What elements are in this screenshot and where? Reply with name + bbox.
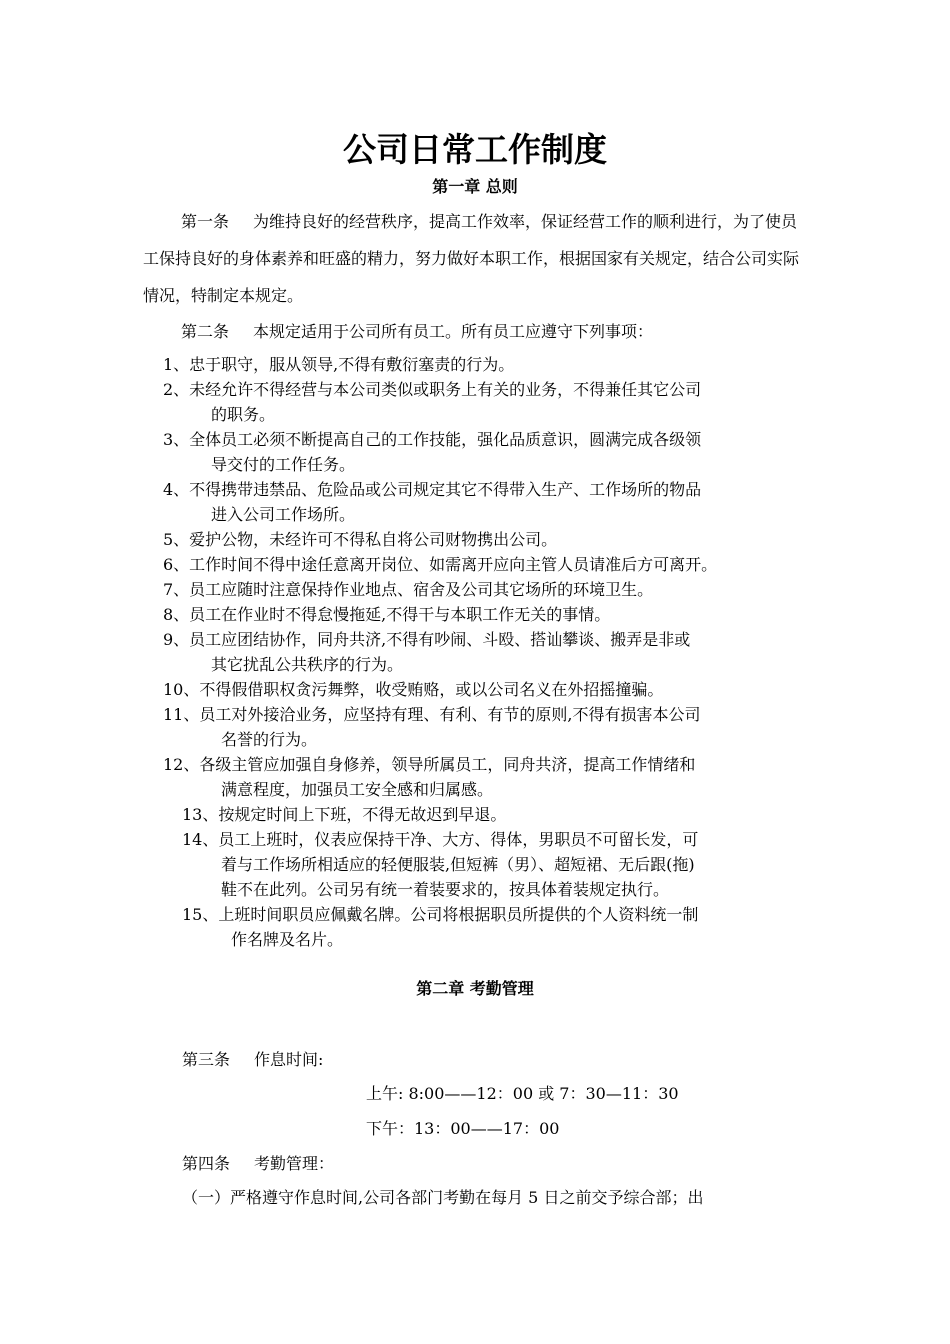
article-2 <box>143 313 805 350</box>
rule-item-text: 9、员工应团结协作，同舟共济,不得有吵闹、斗殴、搭讪攀谈、搬弄是非或 <box>163 630 691 649</box>
rule-item-continuation: 作名牌及名片。 <box>231 930 344 949</box>
rule-item-text: 2、未经允许不得经营与本公司类似或职务上有关的业务，不得兼任其它公司 <box>163 380 702 399</box>
rule-item <box>0 627 950 677</box>
rule-item <box>0 527 950 552</box>
rule-item-text: 12、各级主管应加强自身修养，领导所属员工，同舟共济，提高工作情绪和 <box>163 755 696 774</box>
rule-item-continuation: 名誉的行为。 <box>221 730 318 749</box>
rule-item <box>0 352 950 377</box>
article-4-clause-1: （一）严格遵守作息时间,公司各部门考勤在每月 5 日之前交予综合部；出 <box>182 1188 704 1207</box>
rule-item-continuation: 着与工作场所相适应的轻便服装,但短裤（男）、超短裙、无后跟(拖) <box>221 855 695 874</box>
rule-item <box>0 577 950 602</box>
rule-item <box>0 802 950 827</box>
rule-item <box>0 902 950 952</box>
rule-item <box>0 827 950 902</box>
article-3-text: 作息时间: <box>254 1050 324 1069</box>
article-4 <box>182 1152 334 1176</box>
article-3 <box>182 1048 323 1072</box>
rule-item-continuation: 的职务。 <box>211 405 276 424</box>
schedule-afternoon: 下午：13：00——17：00 <box>366 1119 560 1138</box>
article-1-text: 为维持良好的经营秩序，提高工作效率，保证经营工作的顺利进行，为了使员工保持良好的身体素养和旺盛的精力，努力做好本职工作，根据国家有关规定，结合公司实际情况，特制定本规定。 <box>143 212 800 305</box>
rule-item-continuation: 导交付的工作任务。 <box>211 455 356 474</box>
rule-item-text: 10、不得假借职权贪污舞弊，收受贿赂，或以公司名义在外招摇撞骗。 <box>163 680 664 699</box>
rule-item <box>0 477 950 527</box>
schedule-morning: 上午: 8:00——12：00 或 7：30—11：30 <box>366 1084 679 1103</box>
rule-item-continuation: 进入公司工作场所。 <box>211 505 356 524</box>
rule-item-text: 4、不得携带违禁品、危险品或公司规定其它不得带入生产、工作场所的物品 <box>163 480 702 499</box>
article-2-text: 本规定适用于公司所有员工。所有员工应遵守下列事项： <box>253 322 654 341</box>
rule-item-text: 7、员工应随时注意保持作业地点、宿舍及公司其它场所的环境卫生。 <box>163 580 654 599</box>
chapter-1-heading: 第一章 总则 <box>432 177 518 196</box>
rule-item <box>0 552 950 577</box>
rule-item-text: 14、员工上班时，仪表应保持干净、大方、得体，男职员不可留长发，可 <box>182 830 699 849</box>
article-1-label: 第一条 <box>181 212 230 231</box>
rule-item <box>0 602 950 627</box>
rules-list <box>0 352 950 952</box>
rule-item-continuation: 鞋不在此列。公司另有统一着装要求的，按具体着装规定执行。 <box>221 880 670 899</box>
rule-item-text: 3、全体员工必须不断提高自己的工作技能，强化品质意识，圆满完成各级领 <box>163 430 702 449</box>
chapter-2-heading: 第二章 考勤管理 <box>416 979 534 998</box>
document-title: 公司日常工作制度 <box>343 130 607 169</box>
rule-item <box>0 377 950 427</box>
article-4-text: 考勤管理： <box>254 1154 335 1173</box>
rule-item <box>0 677 950 702</box>
rule-item-text: 11、员工对外接洽业务，应坚持有理、有利、有节的原则,不得有损害本公司 <box>163 705 701 724</box>
rule-item-text: 15、上班时间职员应佩戴名牌。公司将根据职员所提供的个人资料统一制 <box>182 905 699 924</box>
rule-item-text: 6、工作时间不得中途任意离开岗位、如需离开应向主管人员请准后方可离开。 <box>163 555 718 574</box>
rule-item-continuation: 其它扰乱公共秩序的行为。 <box>211 655 404 674</box>
article-3-label: 第三条 <box>182 1050 231 1069</box>
rule-item-continuation: 满意程度，加强员工安全感和归属感。 <box>221 780 494 799</box>
article-1 <box>143 203 805 314</box>
article-2-label: 第二条 <box>181 322 230 341</box>
rule-item-text: 8、员工在作业时不得怠慢拖延,不得干与本职工作无关的事情。 <box>163 605 611 624</box>
rule-item <box>0 702 950 752</box>
article-4-label: 第四条 <box>182 1154 231 1173</box>
rule-item-text: 5、爱护公物，未经许可不得私自将公司财物携出公司。 <box>163 530 558 549</box>
rule-item-text: 1、忠于职守，服从领导,不得有敷衍塞责的行为。 <box>163 355 515 374</box>
rule-item-text: 13、按规定时间上下班，不得无故迟到早退。 <box>182 805 507 824</box>
rule-item <box>0 752 950 802</box>
rule-item <box>0 427 950 477</box>
